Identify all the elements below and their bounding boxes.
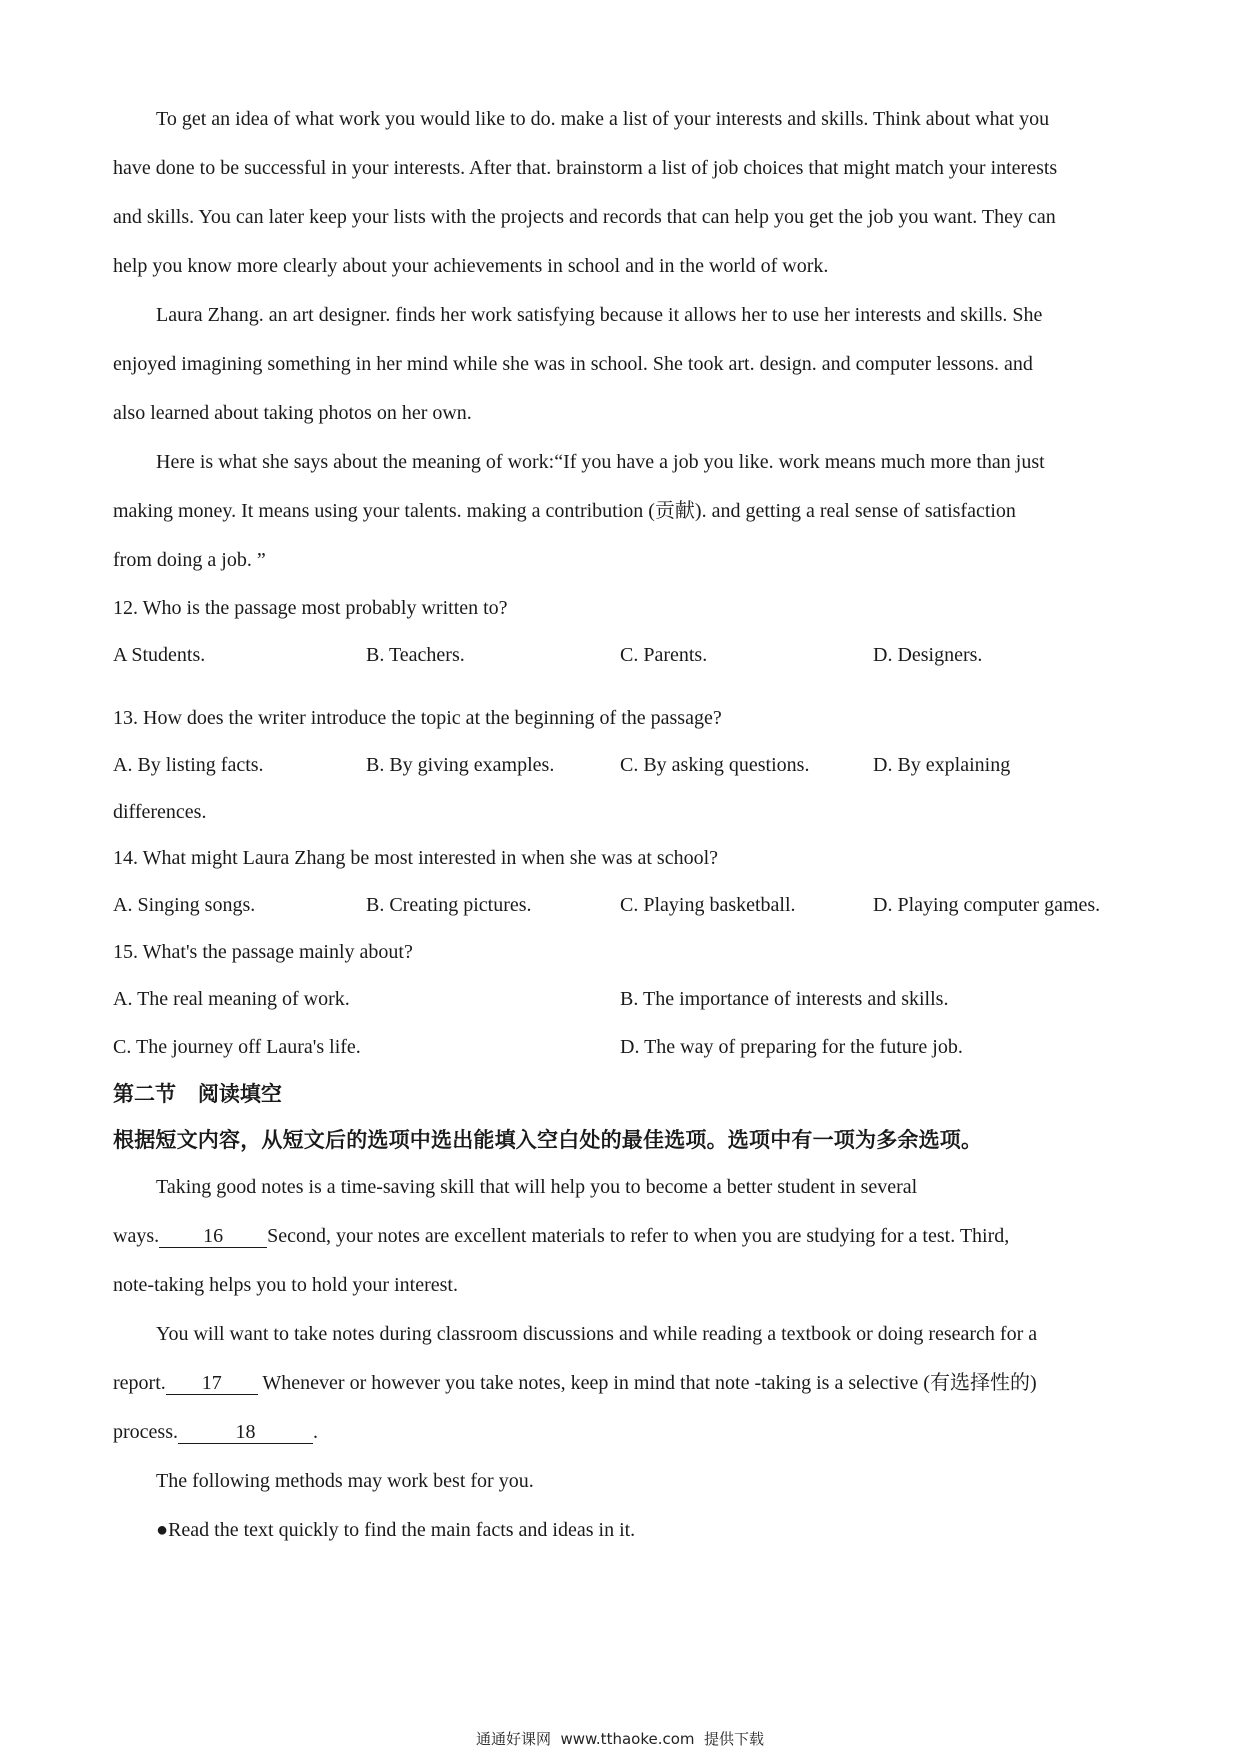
passage-p2-line-2: enjoyed imagining something in her mind while she was in school. She took art. design. and computer lessons. and	[113, 353, 1033, 375]
section-2-line-3: note-taking helps you to hold your interest.	[113, 1274, 458, 1296]
question-12-stem: 12. Who is the passage most probably written to?	[113, 597, 508, 619]
question-15-option-c: C. The journey off Laura's life.	[113, 1036, 361, 1058]
question-14-option-b: B. Creating pictures.	[366, 894, 532, 916]
passage-p3-line-2: making money. It means using your talents. making a contribution (贡献). and getting a real sense of satisfaction	[113, 500, 1016, 522]
question-12-option-b: B. Teachers.	[366, 644, 465, 666]
question-12-option-d: D. Designers.	[873, 644, 983, 666]
blank-18: 18	[178, 1421, 313, 1444]
question-15-stem: 15. What's the passage mainly about?	[113, 941, 413, 963]
question-12-options	[113, 631, 1133, 679]
section-2-line-7: The following methods may work best for you.	[156, 1470, 534, 1492]
question-12-option-a: A Students.	[113, 644, 206, 666]
question-12-option-c: C. Parents.	[620, 644, 708, 666]
question-13-option-b: B. By giving examples.	[366, 754, 555, 776]
section-2-line-6	[113, 1408, 1133, 1457]
section-2-line-2-post: Second, your notes are excellent materials to refer to when you are studying for a test. Third,	[267, 1225, 1010, 1247]
question-13-option-a: A. By listing facts.	[113, 754, 264, 776]
question-15-option-a: A. The real meaning of work.	[113, 988, 350, 1010]
section-2-line-5-post: Whenever or however you take notes, keep in mind that note -taking is a selective (有选择性的)	[257, 1372, 1037, 1394]
question-15-options-row-1	[113, 975, 1133, 1023]
question-14-option-a: A. Singing songs.	[113, 894, 256, 916]
question-13-option-d: D. By explaining	[873, 754, 1011, 776]
passage-p2-line-3: also learned about taking photos on her own.	[113, 402, 472, 424]
section-2-line-1: Taking good notes is a time-saving skill that will help you to become a better student in several	[156, 1176, 918, 1198]
passage-p1-line-2: have done to be successful in your interests. After that. brainstorm a list of job choices that might match your interests	[113, 157, 1058, 179]
question-13-option-d-continuation: differences.	[113, 801, 207, 823]
section-2-line-5-pre: report.	[113, 1372, 166, 1394]
page-footer: 通通好课网 www.tthaoke.com 提供下载	[475, 1730, 765, 1748]
passage-p1-line-1: To get an idea of what work you would like to do. make a list of your interests and skills. Think about what you	[156, 108, 1050, 130]
question-15-option-b: B. The importance of interests and skills.	[620, 988, 949, 1010]
question-13-stem: 13. How does the writer introduce the topic at the beginning of the passage?	[113, 707, 722, 729]
question-15-options-row-2	[113, 1023, 1133, 1071]
document-page	[113, 95, 1133, 1555]
question-14-option-c: C. Playing basketball.	[620, 894, 796, 916]
section-2-line-2	[113, 1212, 1133, 1261]
blank-17: 17	[166, 1372, 258, 1395]
section-2-instruction: 根据短文内容，从短文后的选项中选出能填入空白处的最佳选项。选项中有一项为多余选项。	[113, 1128, 983, 1152]
question-13-options	[113, 741, 1133, 789]
section-2-line-6-pre: process.	[113, 1421, 178, 1443]
section-2-line-5	[113, 1359, 1133, 1408]
question-15-option-d: D. The way of preparing for the future job.	[620, 1036, 963, 1058]
question-13-option-c: C. By asking questions.	[620, 754, 810, 776]
section-2-line-2-pre: ways.	[113, 1225, 160, 1247]
section-2-line-4: You will want to take notes during classroom discussions and while reading a textbook or doing research for a	[156, 1323, 1038, 1345]
passage-p3-line-1: Here is what she says about the meaning of work:“If you have a job you like. work means much more than just	[156, 451, 1045, 473]
section-2-line-6-post: .	[312, 1421, 318, 1443]
passage-p3-line-3: from doing a job. ”	[113, 549, 266, 571]
passage-p1-line-3: and skills. You can later keep your lists with the projects and records that can help you get the job you want. They can	[113, 206, 1056, 228]
passage-p2-line-1: Laura Zhang. an art designer. finds her work satisfying because it allows her to use her interests and skills. She	[156, 304, 1043, 326]
blank-16: 16	[159, 1225, 267, 1248]
section-2-title: 第二节 阅读填空	[113, 1082, 282, 1106]
section-2-line-8: ●Read the text quickly to find the main facts and ideas in it.	[156, 1519, 636, 1541]
question-14-options	[113, 881, 1133, 929]
passage-p1-line-4: help you know more clearly about your achievements in school and in the world of work.	[113, 255, 829, 277]
question-14-option-d: D. Playing computer games.	[873, 894, 1101, 916]
question-14-stem: 14. What might Laura Zhang be most interested in when she was at school?	[113, 847, 719, 869]
